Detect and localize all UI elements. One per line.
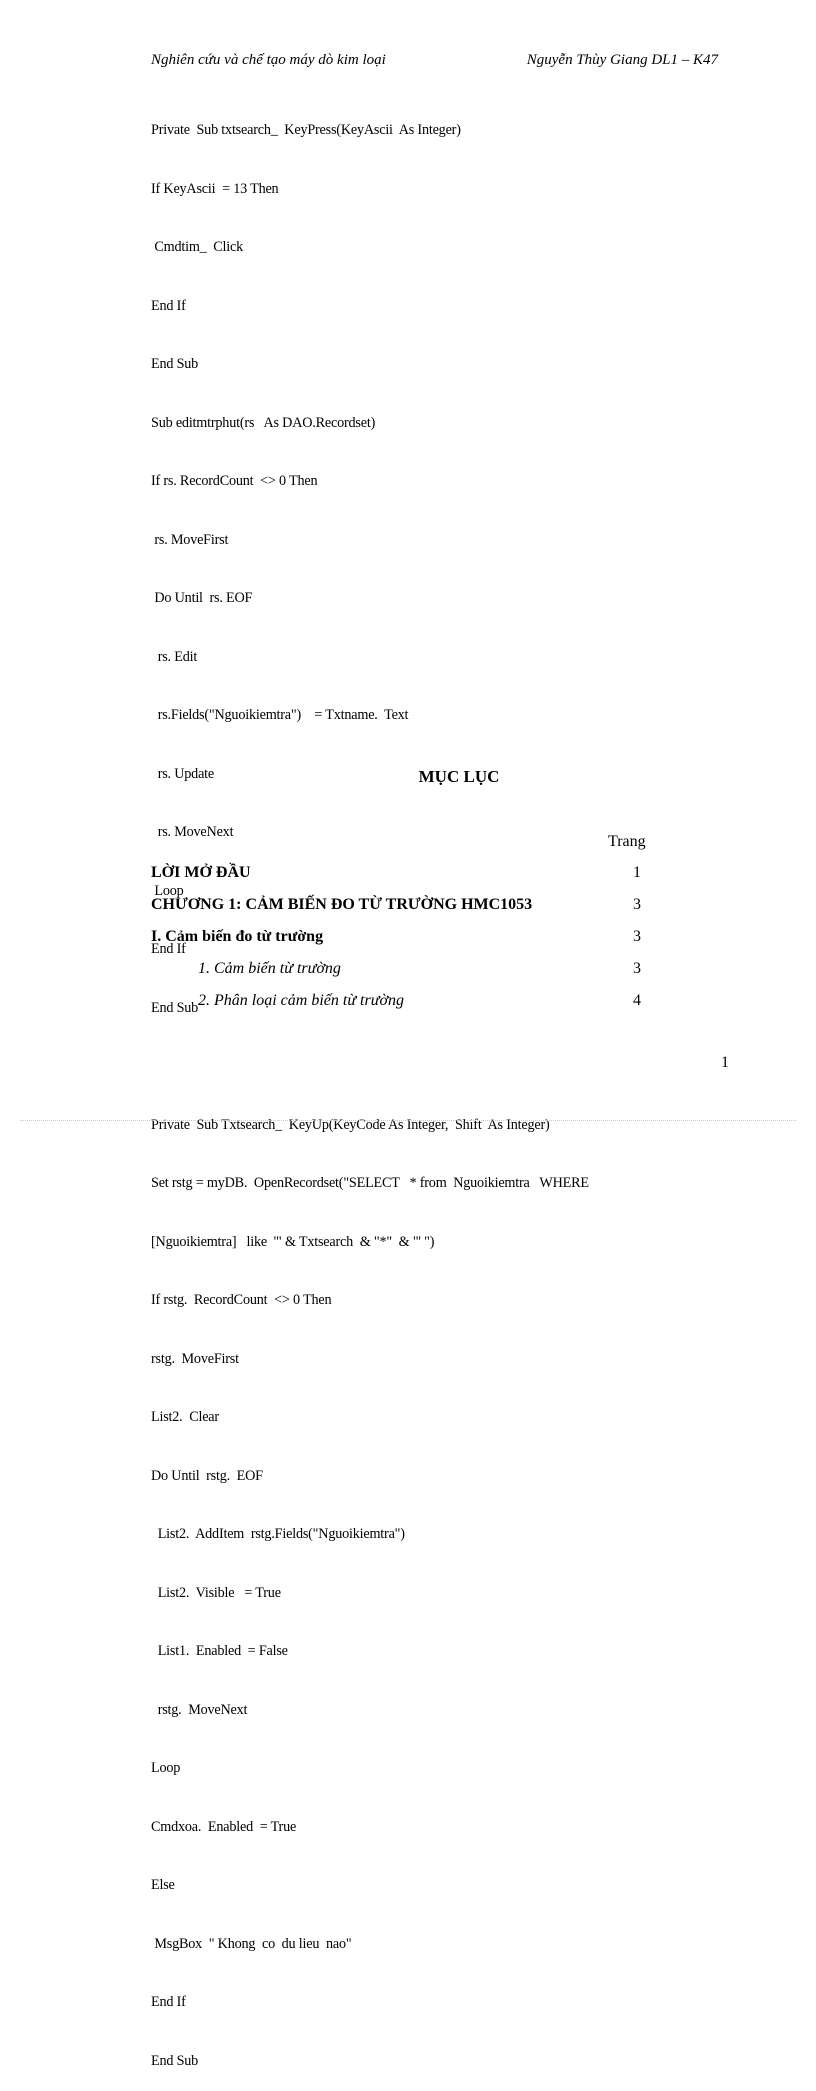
toc-entry-page: 3 (633, 928, 641, 945)
code-line: If rs. RecordCount <> 0 Then (151, 473, 318, 489)
header-document-title: Nghiên cứu và chế tạo máy dò kim loại (151, 52, 386, 68)
code-line: List2. Visible = True (151, 1584, 281, 1601)
header-author: Nguyễn Thùy Giang DL1 – K47 (526, 52, 718, 68)
code-line: rs. Update (151, 765, 215, 782)
toc-page-column-label: Trang (608, 833, 646, 850)
code-line: End Sub (151, 2052, 199, 2069)
toc-entry[interactable] (151, 864, 641, 886)
code-line: rs. MoveFirst (151, 531, 229, 548)
toc-entry[interactable] (151, 992, 641, 1014)
page-number: 1 (721, 1054, 729, 1071)
running-header (151, 52, 718, 72)
toc-entry-text: I. Cảm biến đo từ trường (151, 928, 324, 945)
toc-entry-page: 3 (633, 896, 641, 913)
toc-entry-text: LỜI MỞ ĐẦU (151, 864, 251, 881)
code-line: Else (151, 1877, 175, 1893)
toc-entry-text: 1. Cảm biến từ trường (198, 960, 341, 977)
code-line: Private Sub Txtsearch_ KeyUp(KeyCode As Integer, Shift As Integer) (151, 1116, 550, 1133)
code-line: End If (151, 941, 186, 957)
page-bottom-rule (20, 1120, 796, 1121)
code-line: Cmdxoa. Enabled = True (151, 1818, 297, 1835)
code-line: End Sub (151, 356, 199, 372)
code-line: List1. Enabled = False (151, 1643, 288, 1659)
code-line: rstg. MoveFirst (151, 1350, 239, 1367)
code-line: Loop (151, 1760, 181, 1776)
code-line: Sub editmtrphut(rs As DAO.Recordset) (151, 414, 376, 431)
code-line: Do Until rs. EOF (151, 590, 253, 606)
code-line: rs. MoveNext (151, 824, 234, 840)
code-line: rs. Edit (151, 648, 198, 665)
code-line: End If (151, 1994, 186, 2010)
code-line: Private Sub txtsearch_ KeyPress(KeyAscii As Integer) (151, 122, 461, 138)
code-line: MsgBox " Khong co du lieu nao" (151, 1935, 352, 1952)
code-line: List2. AddItem rstg.Fields("Nguoikiemtra") (151, 1526, 405, 1542)
toc-entry-page: 4 (633, 992, 641, 1009)
code-line: Loop (151, 882, 184, 899)
toc-title: MỤC LỤC (418, 767, 500, 786)
toc-entry-text: 2. Phân loại cảm biến từ trường (198, 992, 404, 1009)
code-line: End If (151, 297, 186, 314)
toc-entry[interactable] (151, 896, 641, 918)
code-listing (151, 82, 711, 2091)
code-line-blank (151, 1057, 711, 1077)
code-line: Cmdtim_ Click (151, 239, 243, 255)
toc-entry-page: 1 (633, 864, 641, 881)
toc-entry-page: 3 (633, 960, 641, 977)
code-line: rs.Fields("Nguoikiemtra") = Txtname. Text (151, 707, 409, 723)
toc-entry-text: CHƯƠNG 1: CẢM BIẾN ĐO TỪ TRƯỜNG HMC1053 (151, 896, 533, 913)
code-line: Set rstg = myDB. OpenRecordset("SELECT * from Nguoikiemtra WHERE (151, 1175, 589, 1191)
code-line: List2. Clear (151, 1409, 219, 1425)
code-line: Do Until rstg. EOF (151, 1467, 263, 1484)
toc-entry[interactable] (151, 960, 641, 982)
toc-entry[interactable] (151, 928, 641, 950)
code-line: If rstg. RecordCount <> 0 Then (151, 1292, 332, 1308)
code-line: rstg. MoveNext (151, 1701, 248, 1718)
code-line: End Sub (151, 999, 199, 1016)
code-line: [Nguoikiemtra] like '" & Txtsearch & "*" & "' ") (151, 1233, 435, 1250)
code-line: If KeyAscii = 13 Then (151, 180, 279, 197)
